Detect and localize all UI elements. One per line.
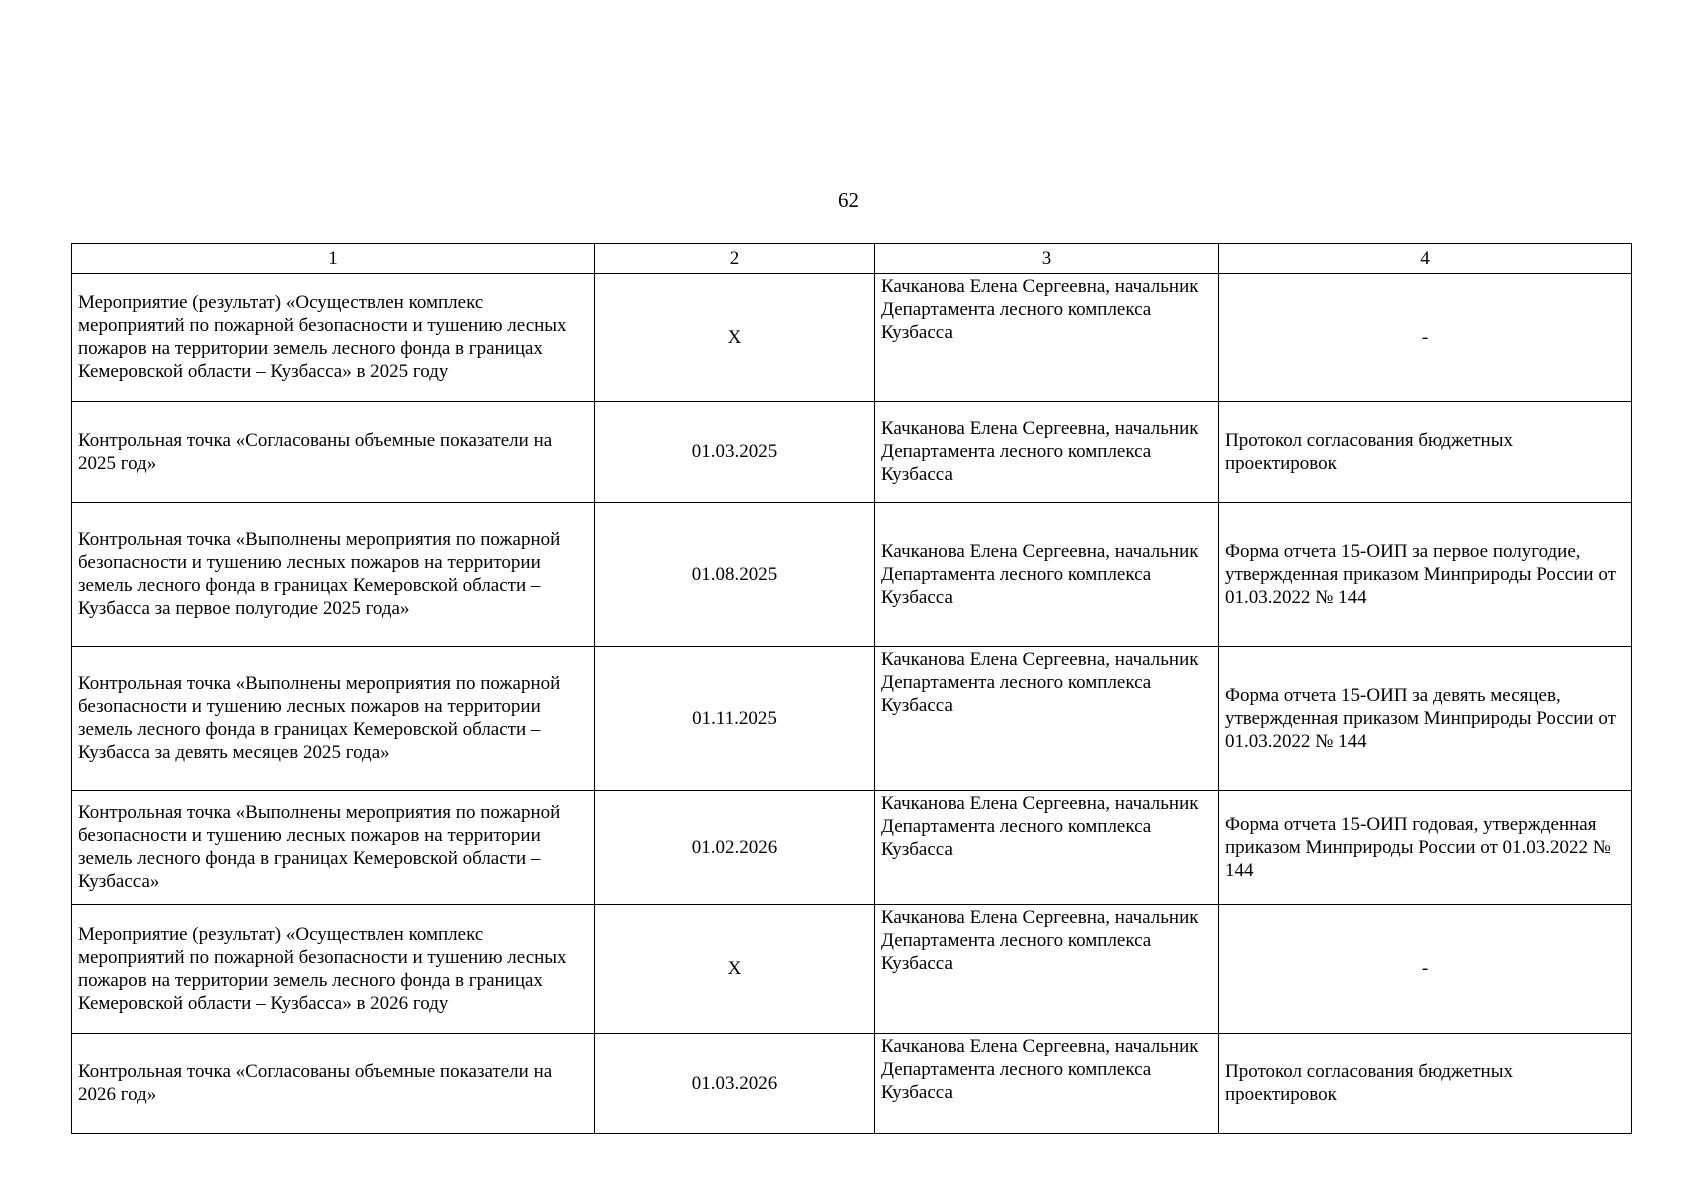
date-cell: X — [595, 274, 875, 402]
date-cell: 01.08.2025 — [595, 503, 875, 647]
event-name-cell: Мероприятие (результат) «Осуществлен комплекс мероприятий по пожарной безопасности и тушению лесных пожаров на территории земель лесного фонда в границах Кемеровской области – Кузбасса» в 2025 году — [72, 274, 595, 402]
responsible-cell: Качканова Елена Сергеевна, начальник Департамента лесного комплекса Кузбасса — [875, 402, 1219, 503]
page-number: 62 — [838, 188, 859, 212]
column-header-3: 3 — [875, 244, 1219, 274]
responsible-cell: Качканова Елена Сергеевна, начальник Департамента лесного комплекса Кузбасса — [875, 1034, 1219, 1134]
event-name-cell: Контрольная точка «Выполнены мероприятия по пожарной безопасности и тушению лесных пожаров на территории земель лесного фонда в границах Кемеровской области – Кузбасса» — [72, 791, 595, 905]
table-row — [72, 402, 1632, 503]
responsible-cell: Качканова Елена Сергеевна, начальник Департамента лесного комплекса Кузбасса — [875, 503, 1219, 647]
date-cell: 01.11.2025 — [595, 647, 875, 791]
column-header-4: 4 — [1219, 244, 1632, 274]
event-name-cell: Контрольная точка «Выполнены мероприятия по пожарной безопасности и тушению лесных пожаров на территории земель лесного фонда в границах Кемеровской области – Кузбасса за первое полугодие 2025 года» — [72, 503, 595, 647]
document-cell: - — [1219, 905, 1632, 1034]
table-row — [72, 791, 1632, 905]
document-cell: Протокол согласования бюджетных проектировок — [1219, 402, 1632, 503]
table-row — [72, 274, 1632, 402]
column-header-2: 2 — [595, 244, 875, 274]
date-cell: 01.02.2026 — [595, 791, 875, 905]
responsible-cell: Качканова Елена Сергеевна, начальник Департамента лесного комплекса Кузбасса — [875, 647, 1219, 791]
document-cell: Форма отчета 15-ОИП за первое полугодие, утвержденная приказом Минприроды России от 01.03.2022 № 144 — [1219, 503, 1632, 647]
control-points-table — [71, 243, 1632, 1134]
responsible-cell: Качканова Елена Сергеевна, начальник Департамента лесного комплекса Кузбасса — [875, 274, 1219, 402]
document-cell: Форма отчета 15-ОИП годовая, утвержденная приказом Минприроды России от 01.03.2022 № 144 — [1219, 791, 1632, 905]
table-row — [72, 905, 1632, 1034]
event-name-cell: Контрольная точка «Выполнены мероприятия по пожарной безопасности и тушению лесных пожаров на территории земель лесного фонда в границах Кемеровской области – Кузбасса за девять месяцев 2025 года» — [72, 647, 595, 791]
column-header-1: 1 — [72, 244, 595, 274]
date-cell: 01.03.2025 — [595, 402, 875, 503]
responsible-cell: Качканова Елена Сергеевна, начальник Департамента лесного комплекса Кузбасса — [875, 791, 1219, 905]
document-cell: - — [1219, 274, 1632, 402]
date-cell: X — [595, 905, 875, 1034]
table-row — [72, 503, 1632, 647]
event-name-cell: Мероприятие (результат) «Осуществлен комплекс мероприятий по пожарной безопасности и тушению лесных пожаров на территории земель лесного фонда в границах Кемеровской области – Кузбасса» в 2026 году — [72, 905, 595, 1034]
document-cell: Протокол согласования бюджетных проектировок — [1219, 1034, 1632, 1134]
table-header-row — [72, 244, 1632, 274]
responsible-cell: Качканова Елена Сергеевна, начальник Департамента лесного комплекса Кузбасса — [875, 905, 1219, 1034]
event-name-cell: Контрольная точка «Согласованы объемные показатели на 2026 год» — [72, 1034, 595, 1134]
table-row — [72, 647, 1632, 791]
date-cell: 01.03.2026 — [595, 1034, 875, 1134]
table-row — [72, 1034, 1632, 1134]
event-name-cell: Контрольная точка «Согласованы объемные показатели на 2025 год» — [72, 402, 595, 503]
document-cell: Форма отчета 15-ОИП за девять месяцев, утвержденная приказом Минприроды России от 01.03.2022 № 144 — [1219, 647, 1632, 791]
